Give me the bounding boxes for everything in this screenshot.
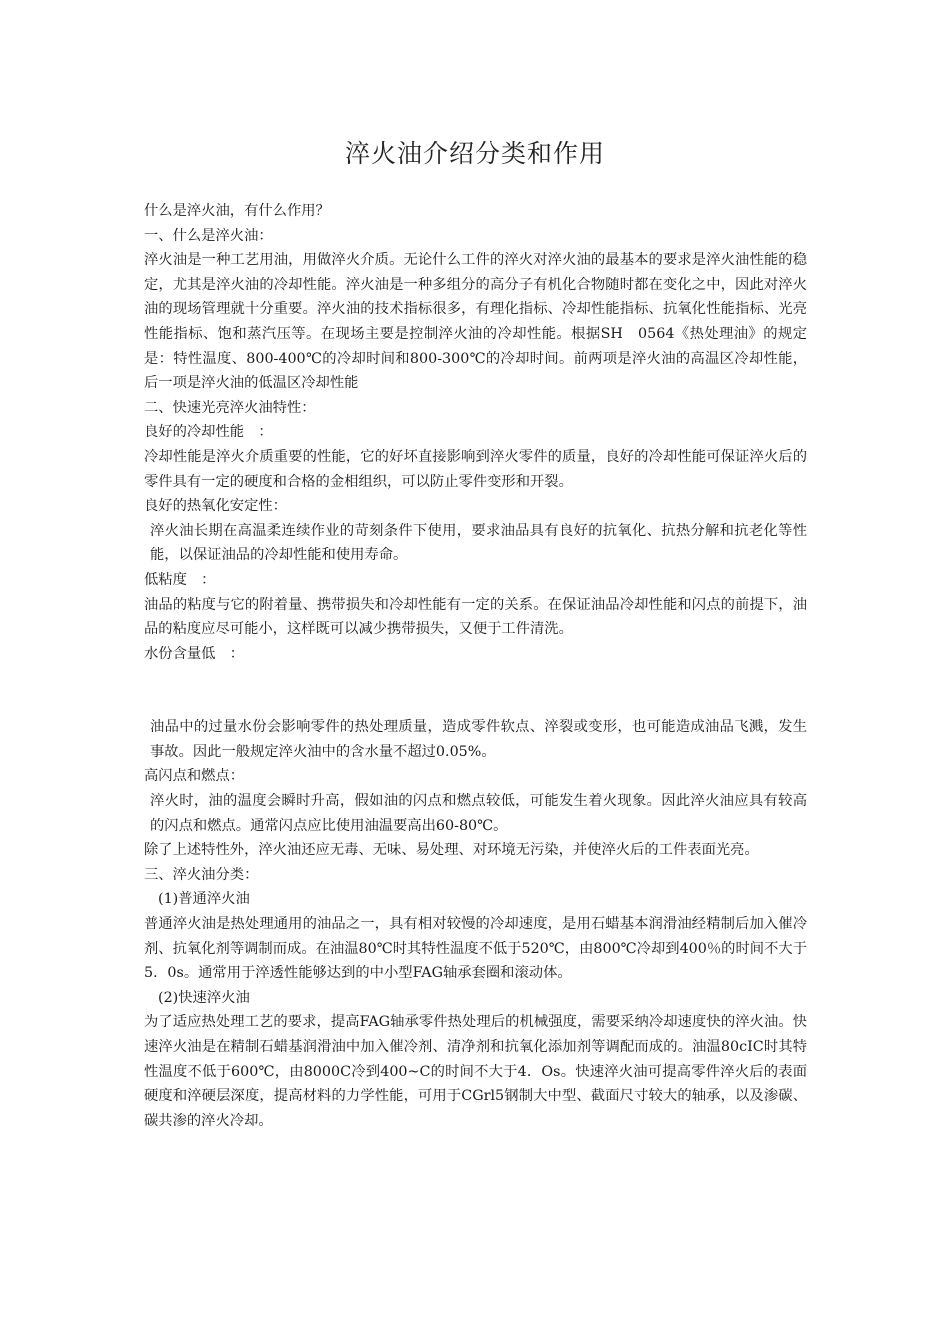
- paragraph-normal-oil: 普通淬火油是热处理通用的油品之一，具有相对较慢的冷却速度，是用石蜡基本润滑油经精制后加入催冷剂、抗氧化剂等调制而成。在油温80℃时其特性温度不低于520℃，由800℃冷却到400％的时间不大于5．0s。通常用于淬透性能够达到的中小型FAG轴承套圈和滚动体。: [144, 916, 807, 982]
- section-heading-1: 一、什么是淬火油：: [144, 227, 273, 244]
- subheading-fast-oil: (2)快速淬火油: [158, 989, 250, 1006]
- paragraph-viscosity: 油品的粘度与它的附着量、携带损失和冷却性能有一定的关系。在保证油品冷却性能和闪点的前提下，油品的粘度应尽可能小，这样既可以减少携带损失，又便于工件清洗。: [144, 596, 807, 638]
- subheading-oxidation: 良好的热氧化安定性：: [144, 498, 287, 515]
- subheading-flashpoint: 高闪点和燃点：: [144, 768, 245, 785]
- paragraph-oxidation: 淬火油长期在高温柔连续作业的苛刻条件下使用，要求油品具有良好的抗氧化、抗热分解和抗老化等性能，以保证油品的冷却性能和使用寿命。: [150, 522, 807, 564]
- section-heading-3: 三、淬火油分类：: [144, 866, 259, 883]
- document-title: 淬火油介绍分类和作用: [344, 139, 605, 168]
- paragraph-other-properties: 除了上述特性外，淬火油还应无毒、无味、易处理、对环境无污染，并使淬火后的工件表面光亮。: [144, 842, 759, 859]
- paragraph-water: 油品中的过量水份会影响零件的热处理质量，造成零件软点、淬裂或变形，也可能造成油品飞溅，发生事故。因此一般规定淬火油中的含水量不超过0.05%。: [150, 719, 807, 760]
- document-body: [144, 199, 807, 1133]
- paragraph-fast-oil: 为了适应热处理工艺的要求，提高FAG轴承零件热处理后的机械强度，需要采纳冷却速度快的淬火油。快速淬火油是在精制石蜡基润滑油中加入催冷剂、清净剂和抗氧化添加剂等调配而成的。油温80cIC时其特性温度不低于600℃，由8000C冷到400~C的时间不大于4．Os。快速淬火油可提高零件淬火后的表面硬度和淬硬层深度，提高材料的力学性能，可用于CGrl5钢制大中型、截面尺寸较大的轴承，以及渗碳、碳共渗的淬火冷却。: [144, 1014, 807, 1129]
- paragraph-definition: 淬火油是一种工艺用油，用做淬火介质。无论什么工件的淬火对淬火油的最基本的要求是淬火油性能的稳定，尤其是淬火油的冷却性能。淬火油是一种多组分的高分子有机化合物随时都在变化之中，因此对淬火油的现场管理就十分重要。淬火油的技术指标很多，有理化指标、冷却性能指标、抗氧化性能指标、光亮性能指标、饱和蒸汽压等。在现场主要是控制淬火油的冷却性能。根据SH 0564《热处理油》的规定是：特性温度、800-400℃的冷却时间和800-300℃的冷却时间。前两项是淬火油的高温区冷却性能，后一项是淬火油的低温区冷却性能: [144, 252, 807, 392]
- paragraph-flashpoint: 淬火时，油的温度会瞬时升高，假如油的闪点和燃点较低，可能发生着火现象。因此淬火油应具有较高的闪点和燃点。通常闪点应比使用油温要高出60-80℃。: [150, 793, 807, 834]
- section-heading-2: 二、快速光亮淬火油特性：: [144, 399, 316, 416]
- subheading-cooling: 良好的冷却性能 ：: [144, 424, 273, 441]
- subheading-water: 水份含量低 ：: [144, 645, 245, 662]
- intro-question: 什么是淬火油，有什么作用？: [144, 203, 330, 219]
- subheading-normal-oil: (1)普通淬火油: [158, 891, 250, 908]
- blank-space: [144, 666, 807, 715]
- paragraph-cooling: 冷却性能是淬火介质重要的性能，它的好坏直接影响到淬火零件的质量，良好的冷却性能可保证淬火后的零件具有一定的硬度和合格的金相组织，可以防止零件变形和开裂。: [144, 448, 807, 490]
- subheading-viscosity: 低粘度 ：: [144, 571, 216, 588]
